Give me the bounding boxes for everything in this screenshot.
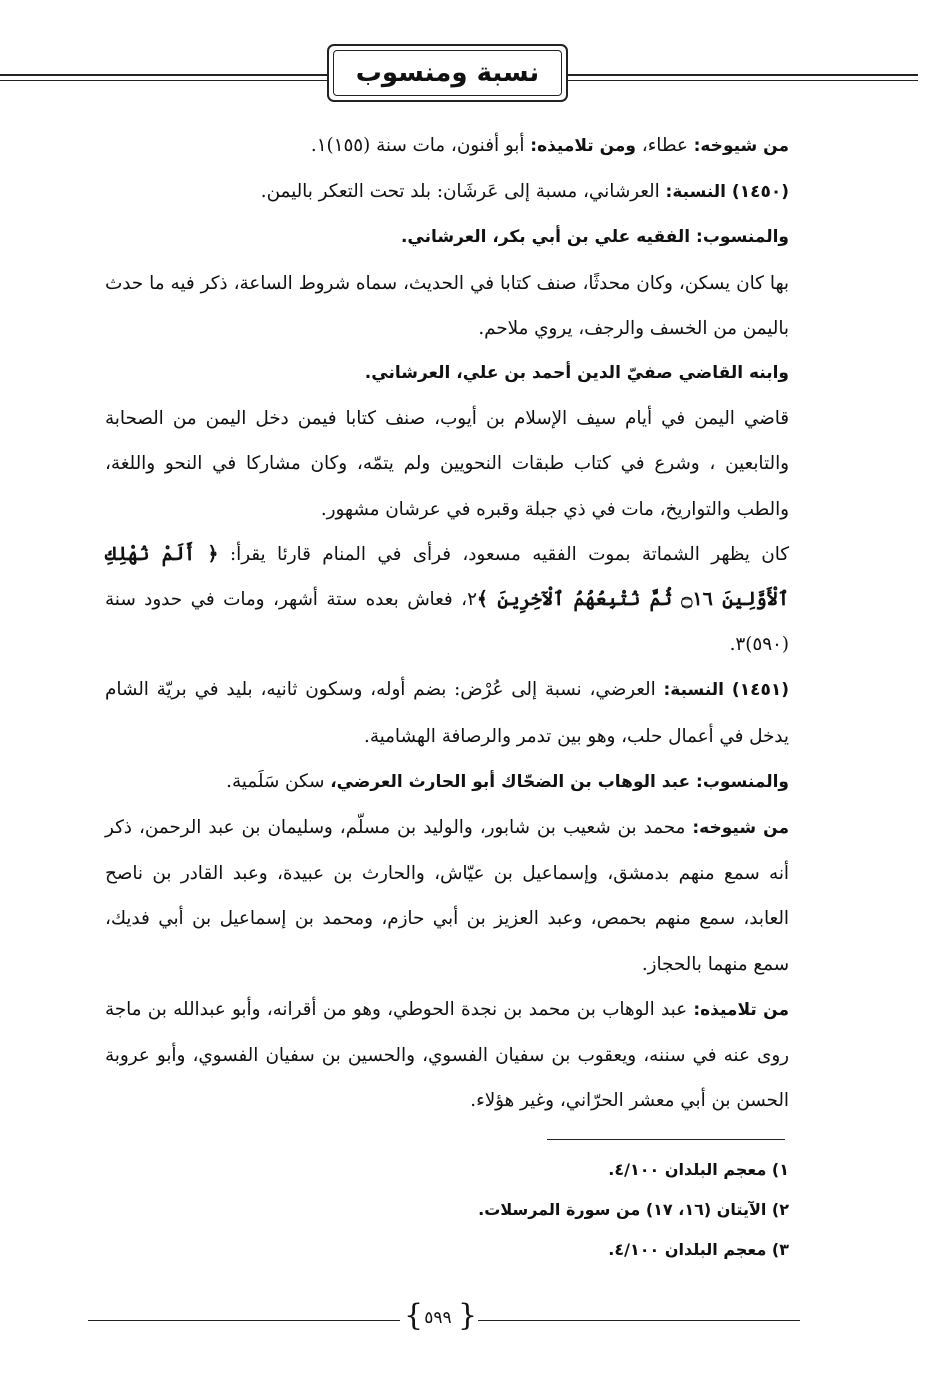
entry-1451 (105, 667, 789, 758)
son-text: قاضي اليمن في أيام سيف الإسلام بن أيوب، صنف كتابا فيمن دخل اليمن من الصحابة والتابعين ، وشرع في كتاب طبقات النحويين ولم يتمّه، وكان مشاركا في النحو واللغة، والطب والتواريخ، مات في ذي جبلة وقبره في عرشان مشهور. (105, 408, 789, 520)
footer-brace-right: } (458, 1298, 478, 1333)
label-teachers: من شيوخه: (693, 136, 789, 156)
footnotes (105, 1150, 789, 1270)
teachers-2-text: محمد بن شعيب بن شابور، والوليد بن مسلّم، وسليمان بن عبد الرحمن، ذكر أنه سمع منهم بدمشق، وإسماعيل بن عيّاش، والحارث بن عبيدة، وعبد القادر بن ناصح العابد، سمع منهم بحمص، وعبد العزيز بن أبي حازم، ومحمد بن إسماعيل بن أبي فديك، سمع منهما بالحجاز. (105, 817, 789, 975)
teachers-2-label: من شيوخه: (692, 818, 789, 839)
footer-rule-right (478, 1320, 800, 1321)
header-title: نسبة ومنسوب (333, 50, 562, 96)
footer-brace-left: { (404, 1298, 424, 1333)
entry-1451-label: (١٤٥١) النسبة: (663, 680, 789, 701)
paragraph-teachers-students-1 (105, 123, 789, 169)
quran-quote: ﴿ أَلَمْ نُهْلِكِ ٱلْأَوَّلِينَ ۝١٦ ثُمَّ نُتْبِعُهُمُ ٱلْآخِرِينَ ﴾ (105, 542, 789, 611)
page-number: ٥٩٩ (424, 1308, 452, 1328)
students-2-label: من تلاميذه: (693, 999, 789, 1020)
text-students: أبو أفنون، مات سنة (١٥٥)١. (310, 135, 531, 156)
mansub-2-heading: والمنسوب: عبد الوهاب بن الضحّاك أبو الحارث العرضي، (330, 771, 789, 792)
entry-1451-text: العرضي، نسبة إلى عُرْض: بضم أوله، وسكون ثانيه، بليد في بريّة الشام يدخل في أعمال حلب، وهو بين تدمر والرصافة الهشامية. (105, 679, 789, 747)
entry-1450-label: (١٤٥٠) النسبة: (665, 182, 789, 203)
header-rule-right-bottom (568, 80, 918, 81)
footer-rule-left (88, 1320, 400, 1321)
header-rule-right-top (568, 74, 918, 76)
son-heading: وابنه القاضي صفيّ الدين أحمد بن علي، العرشاني. (364, 363, 789, 384)
header-title-frame (327, 44, 568, 102)
mansub-2 (105, 759, 789, 805)
dream-paragraph (105, 532, 789, 668)
header-rule-left-bottom (0, 80, 327, 81)
footnote-3: ٣) معجم البلدان ٤/١٠٠. (608, 1240, 789, 1259)
students-2 (105, 987, 789, 1124)
mansub-1-heading: والمنسوب: الفقيه علي بن أبي بكر، العرشاني. (400, 227, 789, 248)
dream-text-2: ٢، فعاش بعده ستة أشهر، ومات في حدود سنة (٥٩٠)٣. (105, 589, 789, 656)
teachers-2 (105, 805, 789, 987)
footnote-separator (547, 1139, 785, 1140)
page-header (0, 44, 930, 124)
header-rule-left-top (0, 74, 327, 76)
students-2-text: عبد الوهاب بن محمد بن نجدة الحوطي، وهو من أقرانه، وأبو عبدالله بن ماجة روى عنه في سننه، ويعقوب بن سفيان الفسوي، والحسين بن سفيان الفسوي، وأبو عروبة الحسن بن أبي معشر الحرّاني، وغير هؤلاء. (105, 998, 789, 1112)
entry-1450-text: العرشاني، مسبة إلى عَرشَان: بلد تحت التعكر باليمن. (260, 181, 666, 203)
mansub-2-text: سكن سَلَمية. (226, 770, 331, 792)
dream-text-1: كان يظهر الشماتة بموت الفقيه مسعود، فرأى في المنام قارئا يقرأ: (218, 543, 789, 565)
mansub-1-text: بها كان يسكن، وكان محدثًا، صنف كتابا في الحديث، سماه شروط الساعة، ذكر فيه ما حدث باليمن من الخسف والرجف، يروي ملاحم. (105, 272, 789, 339)
footnote-1: ١) معجم البلدان ٤/١٠٠. (608, 1160, 789, 1179)
text-teachers: عطاء، (635, 135, 694, 156)
entry-1450 (105, 169, 789, 215)
main-text (105, 123, 789, 1123)
label-students: ومن تلاميذه: (530, 136, 636, 156)
footnote-2: ٢) الآيتان (١٦، ١٧) من سورة المرسلات. (478, 1200, 789, 1219)
page-footer (0, 1298, 930, 1338)
